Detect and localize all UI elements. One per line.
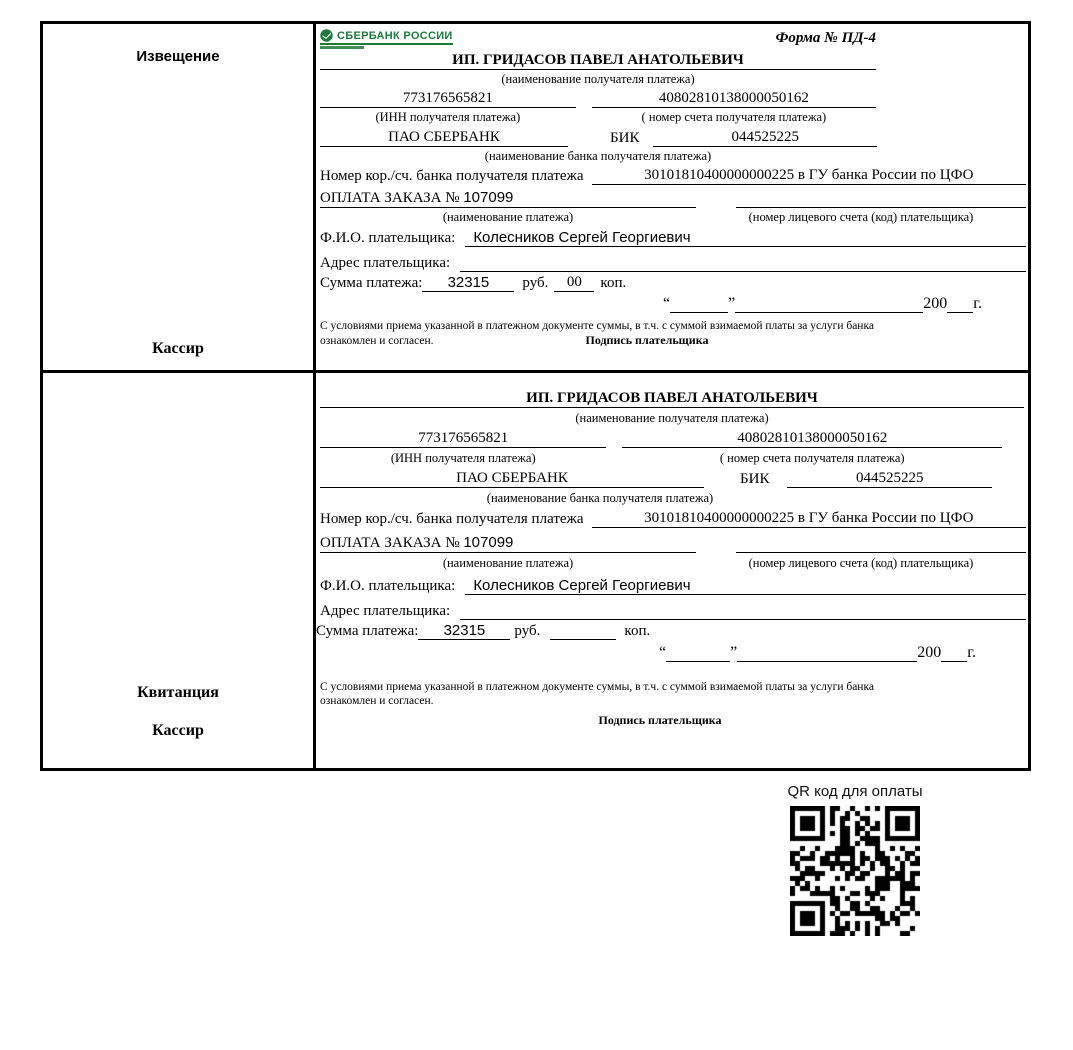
date-open-quote: “ [663,295,671,312]
bank-caption: (наименование банка получателя платежа) [484,149,712,163]
inn-value: 773176565821 [320,430,606,448]
cashier-label: Кассир [152,722,204,739]
date-year-suffix: г. [967,644,976,661]
sberbank-tagline-bar [320,46,364,49]
rub-label: руб. [514,623,541,639]
receipt-section [43,373,1028,768]
purpose-label: ОПЛАТА ЗАКАЗА № [320,535,460,551]
bik-value: 044525225 [787,470,992,488]
payment-caption: (наименование платежа) [442,556,574,570]
date-close-quote: ” [730,644,738,661]
kop-label: коп. [624,623,651,639]
notice-title: Извещение [136,48,220,65]
order-number: 107099 [463,534,514,551]
corr-account-value: 30101810400000000225 в ГУ банка России по ЦФО [592,510,1026,528]
personal-account-caption: (номер лицевого счета (код) плательщика) [748,210,974,224]
recipient-caption: (наименование получателя платежа) [575,411,769,425]
corr-account-label: Номер кор./сч. банка получателя платежа [320,168,584,184]
payer-name-value: Колесников Сергей Георгиевич [465,577,1026,595]
sum-value: 32315 [418,622,510,640]
receipt-title: Квитанция [137,684,219,701]
purpose-label: ОПЛАТА ЗАКАЗА № [320,190,460,206]
recipient-caption: (наименование получателя платежа) [501,72,695,86]
kop-label: коп. [600,275,627,291]
inn-caption: (ИНН получателя платежа) [375,110,521,124]
order-number: 107099 [463,189,514,206]
notice-section [43,24,1028,373]
bank-name: ПАО СБЕРБАНК [320,129,568,147]
rub-label: руб. [522,275,549,291]
recipient-name: ИП. ГРИДАСОВ ПАВЕЛ АНАТОЛЬЕВИЧ [320,390,1024,408]
agreement-line2: ознакомлен и согласен. [320,335,434,348]
date-year-suffix: г. [973,295,982,312]
sum-value: 32315 [422,274,514,292]
account-value: 40802810138000050162 [622,430,1002,448]
payer-signature-label: Подпись плательщика [598,712,722,727]
inn-value: 773176565821 [320,90,576,108]
sberbank-logo [320,29,453,49]
bik-label: БИК [740,471,770,487]
bank-caption: (наименование банка получателя платежа) [486,491,714,505]
sberbank-logo-text: СБЕРБАНК РОССИИ [337,29,453,42]
payer-address-label: Адрес плательщика: [320,603,451,619]
bik-label: БИК [610,130,640,146]
sum-label: Сумма платежа: [320,275,423,291]
account-caption: ( номер счета получателя платежа) [641,110,827,124]
payment-purpose [320,534,696,553]
receipt-body [316,373,1028,768]
date-line [320,295,1028,313]
agreement-line1: С условиями приема указанной в платежном документе суммы, в т.ч. с суммой взимаемой платы за услуги банка [320,320,874,332]
personal-account-caption: (номер лицевого счета (код) плательщика) [748,556,974,570]
date-close-quote: ” [728,295,736,312]
qr-label: QR код для оплаты [787,783,923,800]
payer-name-label: Ф.И.О. плательщика: [320,578,456,594]
notice-stub [43,24,316,370]
kopecks-value: 00 [554,274,594,292]
payment-purpose [320,189,696,208]
sberbank-logo-icon [320,29,333,42]
recipient-name: ИП. ГРИДАСОВ ПАВЕЛ АНАТОЛЬЕВИЧ [320,52,876,70]
payer-name-value: Колесников Сергей Георгиевич [465,229,1026,247]
payer-address-value [460,619,1026,620]
payer-signature-label: Подпись плательщика [585,333,709,348]
payment-caption: (наименование платежа) [442,210,574,224]
qr-code-image [790,806,920,936]
agreement-text [320,680,984,709]
bik-value: 044525225 [653,129,877,147]
date-open-quote: “ [659,644,667,661]
agreement-text [320,319,984,349]
payer-address-label: Адрес плательщика: [320,255,451,271]
notice-body [316,24,1028,370]
date-year-prefix: 200 [923,295,948,312]
bank-name: ПАО СБЕРБАНК [320,470,704,488]
agreement-line1: С условиями приема указанной в платежном документе суммы, в т.ч. с суммой взимаемой платы за услуги банка [320,681,874,693]
agreement-line2: ознакомлен и согласен. [320,695,434,708]
receipt-stub [43,373,316,768]
sum-label: Сумма платежа: [316,623,419,639]
form-number-label: Форма № ПД-4 [775,30,876,46]
date-year-prefix: 200 [917,644,942,661]
account-value: 40802810138000050162 [592,90,876,108]
cashier-label: Кассир [152,340,204,357]
kopecks-value [550,639,616,640]
inn-caption: (ИНН получателя платежа) [390,451,536,465]
payer-address-value [460,271,1026,272]
pd4-document [40,21,1031,771]
qr-payment-block [782,783,928,936]
account-caption: ( номер счета получателя платежа) [719,451,905,465]
personal-account-blank [736,207,1026,208]
corr-account-value: 30101810400000000225 в ГУ банка России по ЦФО [592,167,1026,185]
date-line [320,644,1028,662]
personal-account-blank [736,552,1026,553]
corr-account-label: Номер кор./сч. банка получателя платежа [320,511,584,527]
payer-name-label: Ф.И.О. плательщика: [320,230,456,246]
